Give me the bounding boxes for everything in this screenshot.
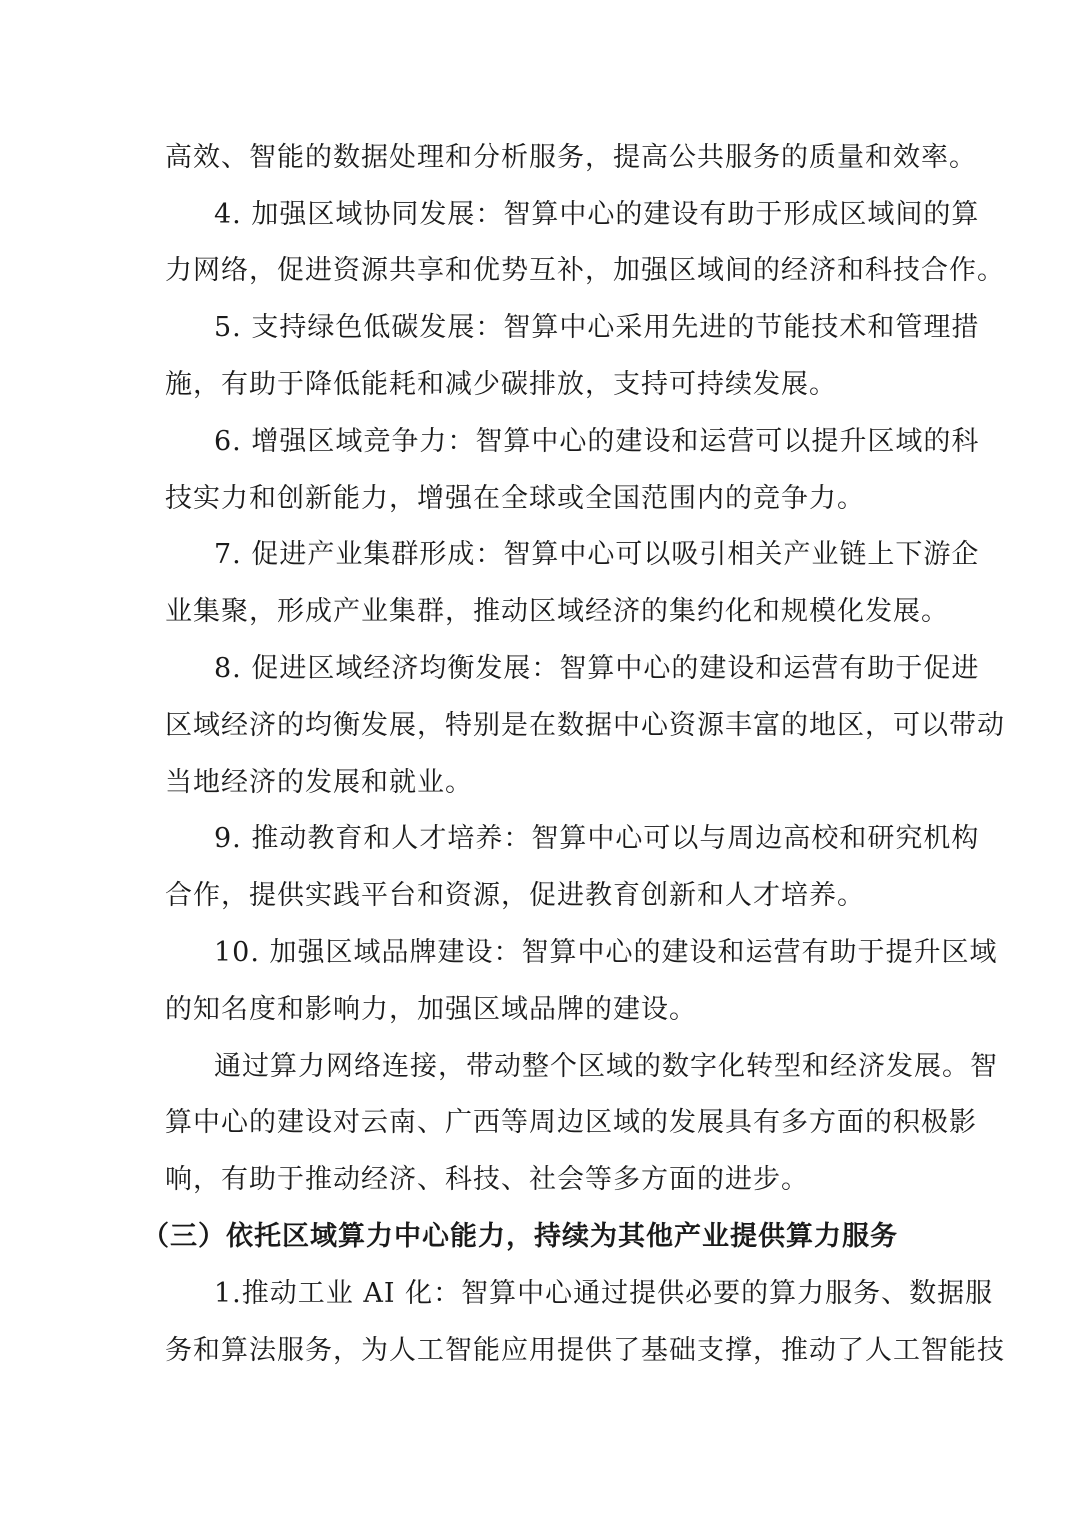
list-item-8-line-3: 当地经济的发展和就业。 [165, 767, 473, 798]
list-item-6-line-2: 技实力和创新能力，增强在全球或全国范围内的竞争力。 [165, 483, 865, 514]
subsection-item-1-line-2: 务和算法服务，为人工智能应用提供了基础支撑，推动了人工智能技 [165, 1335, 1005, 1366]
list-item-10-line-1: 10. 加强区域品牌建设：智算中心的建设和运营有助于提升区域 [214, 937, 998, 968]
list-item-9-line-2: 合作，提供实践平台和资源，促进教育创新和人才培养。 [165, 880, 865, 911]
text-line: 高效、智能的数据处理和分析服务，提高公共服务的质量和效率。 [165, 142, 977, 173]
summary-paragraph-line-3: 响，有助于推动经济、科技、社会等多方面的进步。 [165, 1164, 809, 1195]
list-item-5-line-2: 施，有助于降低能耗和减少碳排放，支持可持续发展。 [165, 369, 837, 400]
list-item-7-line-2: 业集聚，形成产业集群，推动区域经济的集约化和规模化发展。 [165, 596, 949, 627]
list-item-8-line-1: 8. 促进区域经济均衡发展：智算中心的建设和运营有助于促进 [214, 653, 980, 684]
subsection-item-1-line-1: 1.推动工业 AI 化：智算中心通过提供必要的算力服务、数据服 [214, 1278, 994, 1309]
list-item-6-line-1: 6. 增强区域竞争力：智算中心的建设和运营可以提升区域的科 [214, 426, 980, 457]
list-item-4-line-1: 4. 加强区域协同发展：智算中心的建设有助于形成区域间的算 [214, 199, 980, 230]
list-item-4-line-2: 力网络，促进资源共享和优势互补，加强区域间的经济和科技合作。 [165, 255, 1005, 286]
summary-paragraph-line-1: 通过算力网络连接，带动整个区域的数字化转型和经济发展。智 [214, 1051, 998, 1082]
list-item-9-line-1: 9. 推动教育和人才培养：智算中心可以与周边高校和研究机构 [214, 823, 980, 854]
list-item-7-line-1: 7. 促进产业集群形成：智算中心可以吸引相关产业链上下游企 [214, 539, 980, 570]
summary-paragraph-line-2: 算中心的建设对云南、广西等周边区域的发展具有多方面的积极影 [165, 1107, 977, 1138]
list-item-5-line-1: 5. 支持绿色低碳发展：智算中心采用先进的节能技术和管理措 [214, 312, 980, 343]
list-item-10-line-2: 的知名度和影响力，加强区域品牌的建设。 [165, 994, 697, 1025]
list-item-8-line-2: 区域经济的均衡发展，特别是在数据中心资源丰富的地区，可以带动 [165, 710, 1005, 741]
section-heading: （三）依托区域算力中心能力，持续为其他产业提供算力服务 [142, 1221, 898, 1252]
